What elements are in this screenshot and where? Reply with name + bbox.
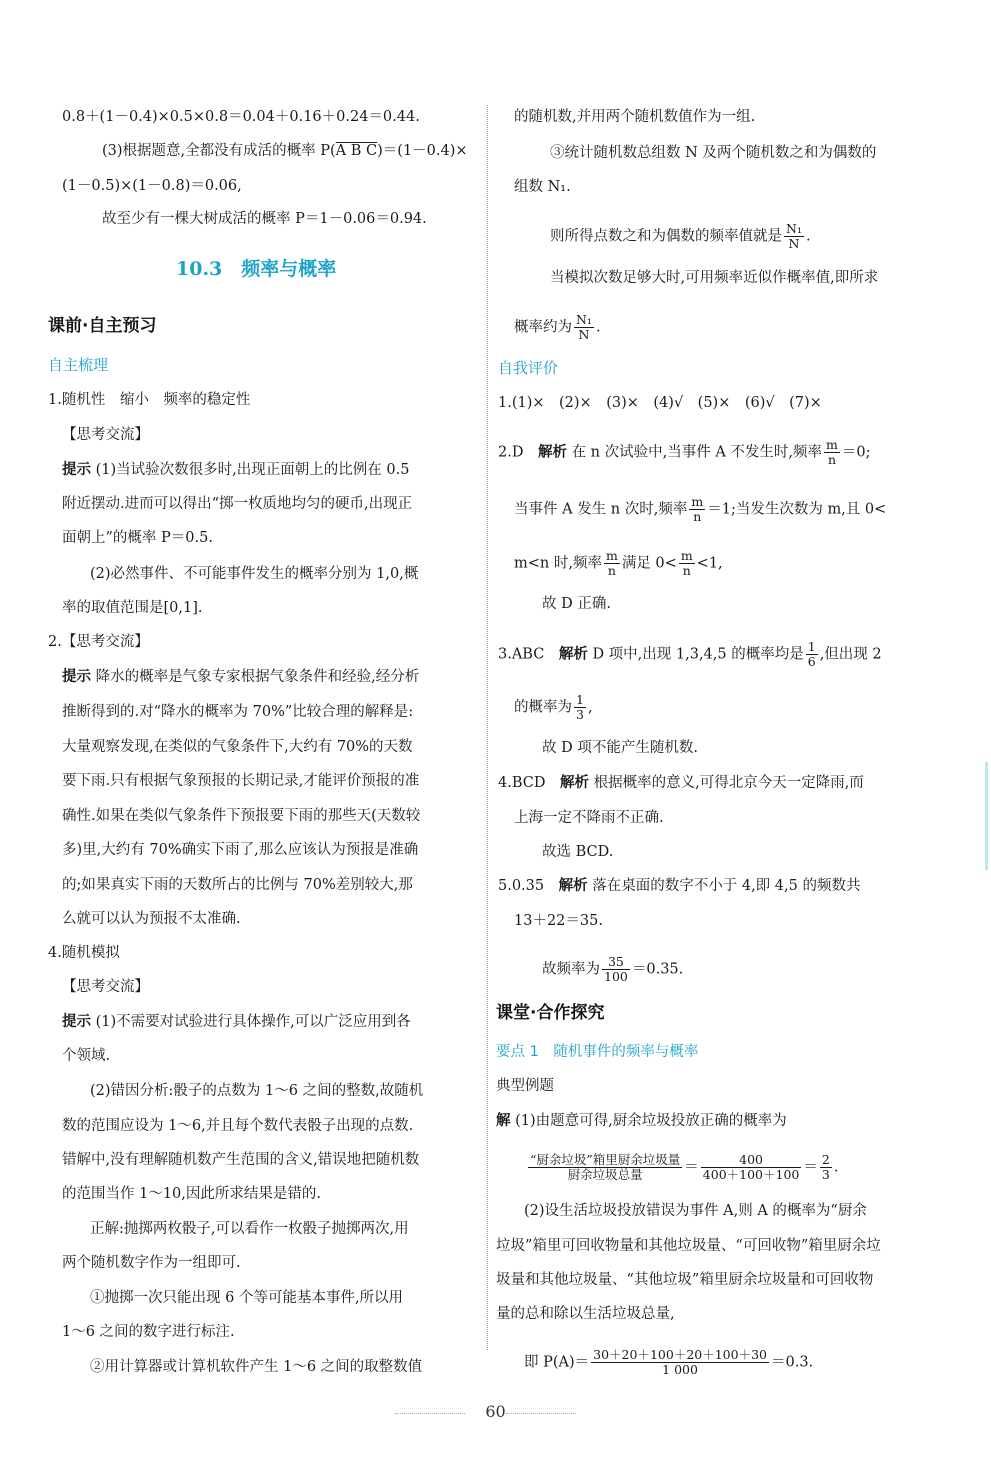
fraction: $\frac{1}{6}$ [807, 639, 816, 669]
text-line: 大量观察发现,在类似的气象条件下,大约有 70%的天数 [62, 739, 413, 755]
subheading: 要点 1 随机事件的频率与概率 [496, 1044, 699, 1060]
formula-line: $\frac{\text{“厨余垃圾”箱里厨余垃圾量}}{\text{厨余垃圾总量}}$ ＝ $\frac{400}{400+100+100}$ ＝ $\frac{2}{3}$ . [530, 1152, 839, 1182]
fraction: $\frac{m}{n}$ [826, 437, 838, 467]
text-line: 的概率为 $\frac{1}{3}$ , [514, 692, 593, 722]
edge-mark [985, 762, 988, 870]
hint-label: 提示 [62, 1013, 91, 1030]
text-line: 率的取值范围是[0,1]. [62, 600, 203, 616]
hint-label: 提示 [62, 668, 91, 685]
text-line: 提示 降水的概率是气象专家根据气象条件和经验,经分析 [62, 668, 420, 685]
text-line: 的范围当作 1～10,因此所求结果是错的. [62, 1186, 322, 1202]
fraction: $\frac{m}{n}$ [680, 548, 693, 578]
text-line: 故 D 项不能产生随机数. [542, 740, 698, 756]
fraction: $\frac{\text{“厨余垃圾”箱里厨余垃圾量}}{\text{厨余垃圾总量}}$ [530, 1152, 681, 1182]
text-line: 1～6 之间的数字进行标注. [62, 1324, 235, 1340]
fraction: $\frac{1}{3}$ [576, 692, 584, 722]
fraction: $\frac{30+20+100+20+100+30}{1 000}$ [593, 1347, 767, 1377]
text-line: 【思考交流】 [62, 427, 149, 443]
analysis-label: 解析 [559, 774, 589, 791]
text-line: 故选 BCD. [542, 844, 614, 860]
text-line: 量的总和除以生活垃圾总量, [496, 1306, 675, 1322]
text-line: 3.ABC 解析 D 项中,出现 1,3,4,5 的概率均是 $\frac{1}{6}$ ,但出现 2 [498, 639, 882, 669]
solution-label: 解 [496, 1112, 511, 1129]
fraction: $\frac{35}{100}$ [604, 954, 628, 984]
column-divider [487, 105, 488, 1350]
analysis-label: 解析 [558, 645, 588, 663]
text-line: 【思考交流】 [62, 979, 149, 995]
text-line: 1.随机性 缩小 频率的稳定性 [48, 392, 251, 408]
text-line: (2)错因分析:骰子的点数为 1～6 之间的整数,故随机 [90, 1083, 424, 1099]
text-line: 推断得到的.对“降水的概率为 70%”比较合理的解释是: [62, 704, 414, 720]
text-line: m<n 时,频率 $\frac{m}{n}$ 满足 0< $\frac{m}{n}$ <1, [514, 548, 723, 578]
text-line: 2.【思考交流】 [48, 634, 149, 650]
text-line: 的随机数,并用两个随机数值作为一组. [514, 109, 756, 125]
subheading: 典型例题 [496, 1078, 554, 1094]
text-line: 1.(1)× (2)× (3)× (4)√ (5)× (6)√ (7)× [498, 395, 822, 411]
text-line: 要下雨.只有根据气象预报的长期记录,才能评价预报的准 [62, 773, 420, 789]
text-line: 错解中,没有理解随机数产生范围的含义,错误地把随机数 [62, 1152, 420, 1168]
text-line: 当模拟次数足够大时,可用频率近似作概率值,即所求 [550, 270, 879, 286]
text-line: 数的范围应设为 1～6,并且每个数代表骰子出现的点数. [62, 1118, 414, 1134]
section-title: 10.3 频率与概率 [176, 258, 337, 280]
formula-line: 即 P(A)＝ $\frac{30+20+100+20+100+30}{1 000}$ ＝0.3. [524, 1347, 814, 1377]
fraction: $\frac{m}{n}$ [605, 548, 618, 578]
text-line: 4.随机模拟 [48, 945, 120, 961]
text-line: 4.BCD 解析 根据概率的意义,可得北京今天一定降雨,而 [498, 774, 864, 791]
text-line: 么就可以认为预报不太准确. [62, 911, 241, 927]
text-line: 确性.如果在类似气象条件下预报要下雨的那些天(天数较 [62, 808, 421, 824]
text-line: 故至少有一棵大树成活的概率 P＝1－0.06＝0.94. [102, 211, 427, 227]
text-line: 5.0.35 解析 落在桌面的数字不小于 4,即 4,5 的频数共 [498, 877, 861, 894]
text-line: 多)里,大约有 70%确实下雨了,那么应该认为预报是准确 [62, 842, 419, 858]
text-line: 上海一定不降雨不正确. [514, 810, 664, 826]
subheading: 自主梳理 [48, 356, 109, 374]
subheading: 自我评价 [498, 359, 559, 377]
text-line: ②用计算器或计算机软件产生 1～6 之间的取整数值 [90, 1359, 423, 1375]
text-line: (1－0.5)×(1－0.8)＝0.06, [62, 178, 242, 194]
text-line: 概率约为 $\frac{\text{N₁}}{N}$ . [514, 312, 601, 342]
text-line: 提示 (1)当试验次数很多时,出现正面朝上的比例在 0.5 [62, 461, 410, 478]
fraction: $\frac{\text{N₁}}{N}$ [786, 221, 802, 251]
text-line: (3)根据题意,全都没有成活的概率 P(A B C)＝(1－0.4)× [102, 143, 468, 159]
text-line: 当事件 A 发生 n 次时,频率 $\frac{m}{n}$ ＝1;当发生次数为 m,且 0< [514, 494, 887, 524]
text-line: 故频率为 $\frac{35}{100}$ ＝0.35. [542, 954, 684, 984]
text-line: 个领域. [62, 1048, 111, 1064]
fraction: $\frac{\text{N₁}}{N}$ [576, 312, 592, 342]
section-heading: 课前·自主预习 [48, 316, 157, 336]
analysis-label: 解析 [537, 443, 567, 461]
analysis-label: 解析 [558, 877, 588, 894]
fraction: $\frac{m}{n}$ [691, 494, 704, 524]
text-line: 垃圾”箱里可回收物量和其他垃圾量、“可回收物”箱里厨余垃 [496, 1238, 881, 1254]
text-line: ①抛掷一次只能出现 6 个等可能基本事件,所以用 [90, 1290, 404, 1306]
text-line: 的;如果真实下雨的天数所占的比例与 70%差别较大,那 [62, 877, 413, 893]
text-line: 2.D 解析 在 n 次试验中,当事件 A 不发生时,频率 $\frac{m}{n}$ ＝0; [498, 437, 871, 467]
fraction: $\frac{400}{400+100+100}$ [702, 1152, 800, 1182]
text-line: 两个随机数字作为一组即可. [62, 1255, 241, 1271]
text-line: 面朝上”的概率 P＝0.5. [62, 530, 213, 546]
text-line: 正解:抛掷两枚骰子,可以看作一枚骰子抛掷两次,用 [90, 1221, 409, 1237]
text-line: 附近摆动.进而可以得出“掷一枚质地均匀的硬币,出现正 [62, 496, 413, 512]
text-line: 提示 (1)不需要对试验进行具体操作,可以广泛应用到各 [62, 1013, 411, 1030]
text-line: 故 D 正确. [542, 596, 611, 612]
hint-label: 提示 [62, 461, 91, 478]
text-line: 0.8＋(1－0.4)×0.5×0.8＝0.04＋0.16＋0.24＝0.44. [62, 109, 420, 125]
text-line: 圾量和其他垃圾量、“其他垃圾”箱里厨余垃圾量和可回收物 [496, 1272, 874, 1288]
text-line: (2)设生活垃圾投放错误为事件 A,则 A 的概率为“厨余 [524, 1203, 867, 1219]
text-line: (2)必然事件、不可能事件发生的概率分别为 1,0,概 [90, 566, 419, 582]
text-line: 解 (1)由题意可得,厨余垃圾投放正确的概率为 [496, 1112, 787, 1129]
section-heading: 课堂·合作探究 [496, 1003, 605, 1023]
page-number: 60 [485, 1402, 506, 1421]
text-line: ③统计随机数总组数 N 及两个随机数之和为偶数的 [550, 145, 877, 161]
text-line: 组数 N₁. [514, 179, 571, 195]
text-line: 则所得点数之和为偶数的频率值就是 $\frac{\text{N₁}}{N}$ . [550, 221, 811, 251]
fraction: $\frac{2}{3}$ [821, 1152, 830, 1182]
text-line: 13＋22＝35. [514, 913, 603, 929]
